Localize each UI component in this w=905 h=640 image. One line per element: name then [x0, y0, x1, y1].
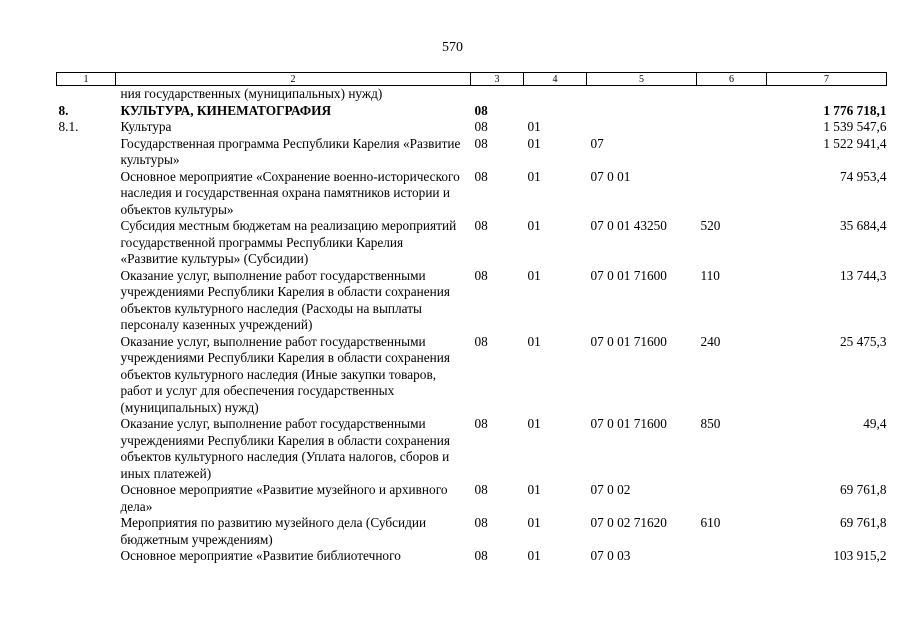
header-cell-4: 4	[524, 73, 587, 86]
subsection-code: 01	[527, 168, 541, 184]
row-number	[57, 515, 116, 548]
row-name: Основное мероприятие «Сохранение военно-исторического наследия и государственная охрана памятников истории и объектов культуры»	[120, 168, 460, 217]
expense-type-code	[697, 169, 767, 219]
table-row	[57, 482, 887, 515]
row-name: Культура	[120, 119, 172, 134]
table-row	[57, 86, 887, 103]
target-item-code	[587, 119, 697, 136]
row-name: ния государственных (муниципальных) нужд)	[120, 86, 383, 101]
table-row	[57, 515, 887, 548]
subsection-code: 01	[527, 119, 541, 134]
row-name: Основное мероприятие «Развитие библиотечного	[120, 548, 401, 563]
expense-type-code	[697, 119, 767, 136]
target-item-code: 07 0 01 71600	[590, 416, 667, 431]
budget-table	[56, 72, 887, 565]
row-number	[57, 136, 116, 169]
table-row	[57, 103, 887, 120]
subsection-code: 01	[527, 218, 541, 233]
header-row	[57, 73, 887, 86]
target-item-code: 07 0 02 71620	[590, 515, 667, 530]
row-name: Мероприятия по развитию музейного дела (Субсидии бюджетным учреждениям)	[120, 515, 427, 547]
header-cell-7: 7	[767, 73, 887, 86]
expense-type-code	[697, 136, 767, 169]
row-amount: 103 915,2	[833, 548, 887, 563]
row-name: Субсидия местным бюджетам на реализацию мероприятий государственной программы Республики Карелия «Развитие культуры» (Субсидии)	[120, 218, 457, 266]
section-code: 08	[474, 515, 488, 530]
expense-type-code	[697, 482, 767, 515]
subsection-code: 01	[527, 482, 541, 497]
target-item-code: 07 0 01	[590, 168, 631, 184]
row-amount: 1 522 941,4	[823, 135, 887, 151]
table-row	[57, 218, 887, 268]
header-cell-3: 3	[471, 73, 524, 86]
row-number	[57, 334, 116, 417]
header-cell-2: 2	[116, 73, 471, 86]
row-number: 8.1.	[58, 119, 79, 134]
row-amount: 1 539 547,6	[823, 119, 887, 134]
row-name: Оказание услуг, выполнение работ государственными учреждениями Республики Карелия в области сохранения объектов культурного наследия (Уплата налогов, сборов и иных платежей)	[120, 416, 450, 481]
table-row	[57, 169, 887, 219]
row-number	[57, 416, 116, 482]
expense-type-code	[697, 548, 767, 565]
header-cell-6: 6	[697, 73, 767, 86]
row-amount: 1 776 718,1	[823, 102, 887, 118]
section-code: 08	[474, 135, 488, 151]
row-number	[57, 268, 116, 334]
row-amount: 35 684,4	[839, 218, 887, 233]
target-item-code: 07 0 01 71600	[590, 333, 667, 349]
target-item-code	[587, 86, 697, 103]
row-amount: 49,4	[863, 416, 887, 431]
expense-type-code: 520	[700, 218, 721, 233]
table-row	[57, 119, 887, 136]
table-row	[57, 548, 887, 565]
row-amount: 25 475,3	[839, 333, 887, 349]
row-name: Государственная программа Республики Карелия «Развитие культуры»	[120, 135, 461, 167]
section-code: 08	[474, 168, 488, 184]
subsection-code: 01	[527, 333, 541, 349]
section-code: 08	[474, 119, 488, 134]
expense-type-code: 110	[700, 267, 720, 283]
header-cell-5: 5	[587, 73, 697, 86]
section-code: 08	[474, 333, 488, 349]
table-row	[57, 136, 887, 169]
table-row	[57, 268, 887, 334]
subsection-code	[524, 86, 587, 103]
row-amount: 74 953,4	[839, 168, 887, 184]
header-cell-1: 1	[57, 73, 116, 86]
expense-type-code: 850	[700, 416, 721, 431]
expense-type-code	[697, 86, 767, 103]
target-item-code: 07 0 01 43250	[590, 218, 667, 233]
subsection-code: 01	[527, 416, 541, 431]
column-number-header	[57, 73, 887, 86]
subsection-code: 01	[527, 548, 541, 563]
row-number	[57, 548, 116, 565]
table-row	[57, 416, 887, 482]
section-code: 08	[474, 218, 488, 233]
section-code: 08	[474, 102, 488, 118]
target-item-code: 07	[590, 135, 604, 151]
page-number: 570	[442, 40, 463, 55]
row-number	[57, 218, 116, 268]
table-body	[57, 86, 887, 565]
row-amount	[767, 86, 887, 103]
expense-type-code: 240	[700, 333, 721, 349]
section-code: 08	[474, 548, 488, 563]
subsection-code: 01	[527, 515, 541, 530]
row-number	[57, 169, 116, 219]
row-number	[57, 482, 116, 515]
subsection-code: 01	[527, 267, 541, 283]
section-code: 08	[474, 482, 488, 497]
target-item-code: 07 0 01 71600	[590, 267, 667, 283]
section-code: 08	[474, 416, 488, 431]
row-number	[57, 86, 116, 103]
row-amount: 69 761,8	[839, 482, 887, 497]
section-code	[471, 86, 524, 103]
row-name: Оказание услуг, выполнение работ государственными учреждениями Республики Карелия в области сохранения объектов культурного наследия (Иные закупки товаров, работ и услуг для обеспечения государственных (муниципальных) нужд)	[120, 333, 450, 415]
section-code: 08	[474, 267, 488, 283]
subsection-code: 01	[527, 135, 541, 151]
row-amount: 69 761,8	[839, 515, 887, 530]
target-item-code: 07 0 03	[590, 548, 631, 563]
row-number: 8.	[58, 102, 69, 118]
table-row	[57, 334, 887, 417]
subsection-code	[524, 103, 587, 120]
row-amount: 13 744,3	[839, 267, 887, 283]
target-item-code: 07 0 02	[590, 482, 631, 497]
expense-type-code	[697, 103, 767, 120]
expense-type-code: 610	[700, 515, 721, 530]
row-name: Оказание услуг, выполнение работ государственными учреждениями Республики Карелия в области сохранения объектов культурного наследия (Расходы на выплаты персоналу казенных учреждений)	[120, 267, 450, 332]
target-item-code	[587, 103, 697, 120]
row-name: КУЛЬТУРА, КИНЕМАТОГРАФИЯ	[120, 102, 332, 118]
row-name: Основное мероприятие «Развитие музейного и архивного дела»	[120, 482, 448, 514]
